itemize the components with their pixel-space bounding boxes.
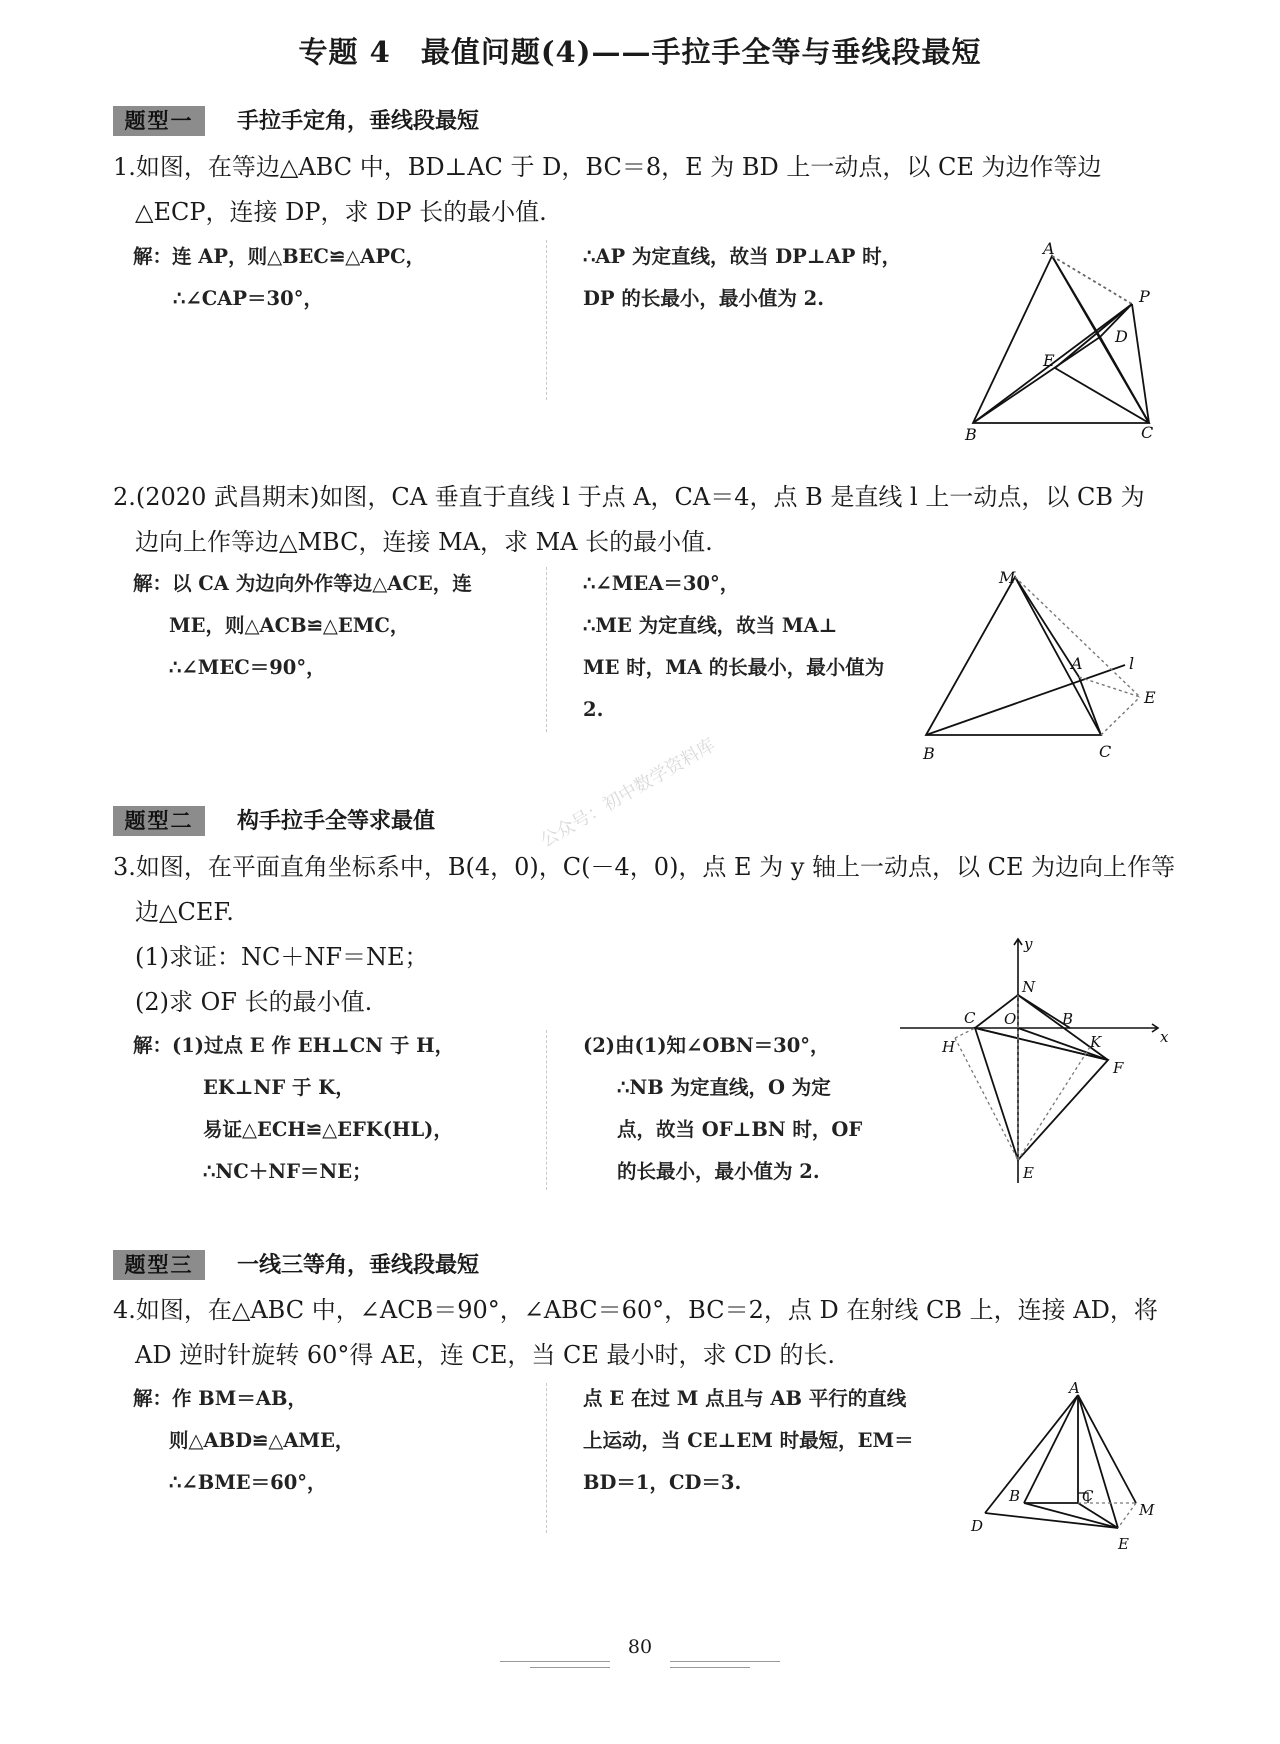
divider [546, 240, 547, 400]
solution-line: 则△ABD≌△AME， [169, 1429, 355, 1452]
divider [546, 567, 547, 732]
solution-line: ME，则△ACB≌△EMC， [169, 614, 410, 637]
problem-2-text [113, 475, 1145, 565]
solution-4-left [133, 1378, 354, 1504]
label-C: C [1082, 1487, 1094, 1505]
solution-line: ∴∠MEC＝90°， [169, 656, 326, 679]
figure-1-triangle [955, 240, 1185, 445]
section-badge: 题型一 [113, 106, 205, 136]
solution-3-right [583, 1025, 862, 1193]
solution-line: ∴∠MEA＝30°， [583, 572, 740, 595]
solution-3-left [133, 1025, 454, 1193]
label-O: O [1004, 1010, 1017, 1028]
solution-line: ∴NC＋NF＝NE； [203, 1160, 372, 1183]
solution-line: ∴∠CAP＝30°， [173, 287, 323, 310]
label-D: D [971, 1517, 984, 1535]
label-M: M [999, 568, 1016, 587]
label-E: E [1023, 1164, 1034, 1182]
solution-line: 易证△ECH≌△EFK(HL)， [203, 1118, 453, 1141]
solution-line: 上运动，当 CE⊥EM 时最短，EM＝ [583, 1429, 914, 1452]
label-H: H [942, 1038, 956, 1056]
solution-line: EK⊥NF 于 K， [203, 1076, 355, 1099]
footer-rule-left [500, 1661, 610, 1662]
label-D: D [1115, 327, 1128, 346]
section-title: 手拉手定角，垂线段最短 [237, 108, 480, 134]
solution-line: 的长最小，最小值为 2. [617, 1160, 820, 1183]
problem-1-text [113, 145, 1102, 235]
solution-1-right [583, 236, 901, 320]
label-y: y [1024, 935, 1033, 953]
solution-1-left [133, 236, 425, 320]
problem-line: (1)求证：NC＋NF＝NE； [135, 943, 429, 971]
solution-line: 解：(1)过点 E 作 EH⊥CN 于 H， [133, 1034, 455, 1057]
section-title: 一线三等角，垂线段最短 [237, 1252, 480, 1278]
solution-line: (2)由(1)知∠OBN＝30°， [583, 1034, 830, 1057]
problem-line: 4.如图，在△ABC 中，∠ACB＝90°，∠ABC＝60°，BC＝2，点 D 在射线 CB 上，连接 AD，将 [113, 1296, 1158, 1324]
footer-rule-right [670, 1661, 780, 1662]
label-P: P [1139, 287, 1150, 306]
solution-4-right [583, 1378, 914, 1504]
divider [546, 1030, 547, 1190]
section-title: 构手拉手全等求最值 [237, 808, 436, 834]
label-F: F [1113, 1059, 1124, 1077]
label-E: E [1043, 351, 1055, 370]
label-E: E [1118, 1535, 1129, 1553]
problem-line: AD 逆时针旋转 60°得 AE，连 CE，当 CE 最小时，求 CD 的长. [135, 1341, 835, 1369]
label-C: C [1099, 742, 1112, 761]
solution-line: BD＝1，CD＝3. [583, 1471, 742, 1494]
solution-2-right [583, 563, 884, 731]
page-title: 专题 4 最值问题(4)——手拉手全等与垂线段最短 [298, 35, 982, 69]
section-badge: 题型三 [113, 1250, 205, 1280]
solution-2-left [133, 563, 472, 689]
label-B: B [1062, 1010, 1074, 1028]
solution-line: ∴∠BME＝60°， [169, 1471, 327, 1494]
solution-line: ∴ME 为定直线，故当 MA⊥ [583, 614, 838, 637]
solution-line: 2. [583, 698, 604, 721]
solution-line: 点 E 在过 M 点且与 AB 平行的直线 [583, 1387, 907, 1410]
watermark: 公众号：初中数学资料库 [537, 734, 719, 852]
solution-line: 解：作 BM＝AB， [133, 1387, 307, 1410]
label-A: A [1043, 239, 1055, 258]
figure-2-triangle [915, 565, 1175, 765]
problem-line: 边向上作等边△MBC，连接 MA，求 MA 长的最小值. [135, 528, 713, 556]
label-B: B [923, 744, 935, 763]
page-number: 80 [627, 1636, 653, 1658]
section-badge: 题型二 [113, 806, 205, 836]
label-B: B [1009, 1487, 1021, 1505]
label-B: B [965, 425, 977, 444]
label-E: E [1144, 688, 1156, 707]
label-A: A [1071, 654, 1083, 673]
solution-line: ∴NB 为定直线，O 为定 [617, 1076, 831, 1099]
divider [546, 1383, 547, 1533]
problem-line: 2.(2020 武昌期末)如图，CA 垂直于直线 l 于点 A，CA＝4，点 B 是直线 l 上一动点，以 CB 为 [113, 483, 1145, 511]
solution-line: 解：以 CA 为边向外作等边△ACE，连 [133, 572, 472, 595]
solution-line: 解：连 AP，则△BEC≌△APC， [133, 245, 426, 268]
figure-3-coordinate [900, 935, 1175, 1185]
figure-4-triangle [965, 1379, 1185, 1568]
label-K: K [1090, 1033, 1102, 1051]
solution-line: 点，故当 OF⊥BN 时，OF [617, 1118, 863, 1141]
label-N: N [1022, 978, 1036, 996]
footer-rule-right [670, 1667, 750, 1668]
solution-line: ∴AP 为定直线，故当 DP⊥AP 时， [583, 245, 902, 268]
label-M: M [1139, 1501, 1155, 1519]
solution-line: ME 时，MA 的长最小，最小值为 [583, 656, 885, 679]
problem-line: (2)求 OF 长的最小值. [135, 988, 373, 1016]
footer-rule-left [530, 1667, 610, 1668]
problem-line: △ECP，连接 DP，求 DP 长的最小值. [135, 198, 547, 226]
label-l: l [1129, 654, 1135, 673]
problem-4-text [113, 1288, 1158, 1378]
label-x: x [1160, 1028, 1169, 1046]
label-C: C [964, 1009, 976, 1027]
problem-line: 1.如图，在等边△ABC 中，BD⊥AC 于 D，BC＝8，E 为 BD 上一动点，以 CE 为边作等边 [113, 153, 1102, 181]
label-C: C [1141, 423, 1154, 442]
solution-line: DP 的长最小，最小值为 2. [583, 287, 825, 310]
problem-line: 3.如图，在平面直角坐标系中，B(4，0)，C(－4，0)，点 E 为 y 轴上一动点，以 CE 为边向上作等 [113, 853, 1176, 881]
label-A: A [1069, 1379, 1080, 1397]
problem-line: 边△CEF. [135, 898, 234, 926]
